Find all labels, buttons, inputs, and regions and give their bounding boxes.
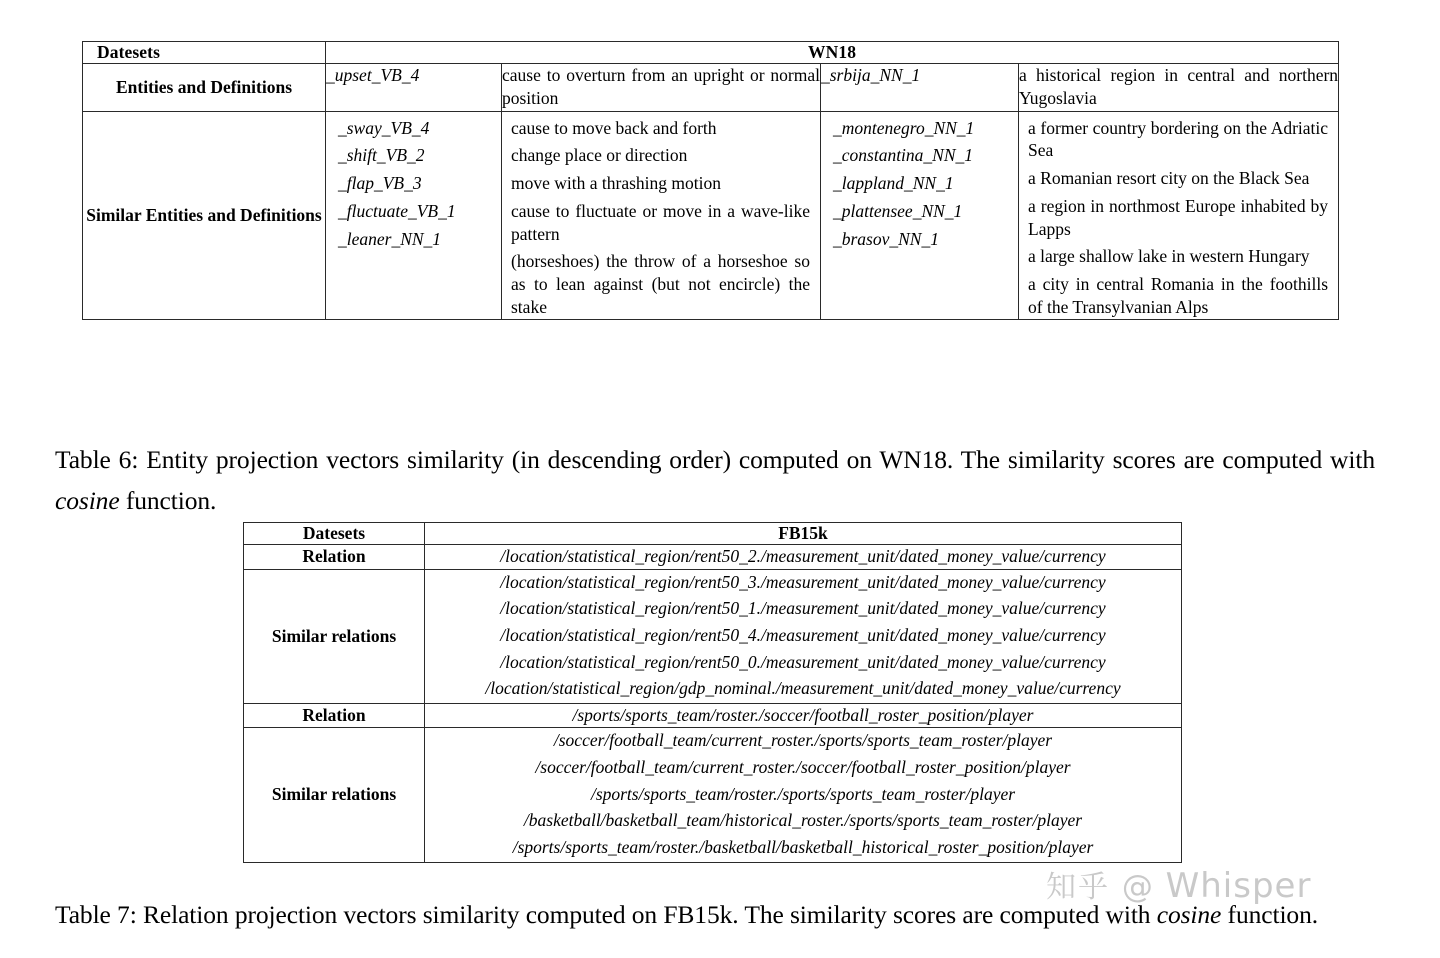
entity-definition: a large shallow lake in western Hungary <box>1028 246 1310 267</box>
entity-definition: cause to overturn from an upright or normal position <box>502 64 821 112</box>
entity-name: _sway_VB_4 <box>338 117 430 138</box>
entity-name: _shift_VB_2 <box>338 145 425 166</box>
entity-name: _fluctuate_VB_1 <box>338 200 456 221</box>
watermark-at-symbol: @ <box>1121 869 1154 905</box>
watermark-user-name: Whisper <box>1165 866 1312 906</box>
relation-value: /soccer/football_team/current_roster./soccer/football_roster_position/player <box>535 757 1071 777</box>
entity-name: _lappland_NN_1 <box>833 173 954 194</box>
entity-definition: a region in northmost Europe inhabited by Lapps <box>1028 195 1329 239</box>
column-header-datasets: Datesets <box>83 42 326 64</box>
entity-definition-list <box>502 111 821 319</box>
entity-definition: move with a thrashing motion <box>511 173 721 194</box>
entity-definition: cause to move back and forth <box>511 117 717 138</box>
similar-relation-list <box>425 728 1182 862</box>
entity-name: _upset_VB_4 <box>326 64 502 112</box>
column-header-datasets: Datesets <box>244 523 425 545</box>
table-row <box>244 569 1182 703</box>
caption-text-part-1: Table 6: Entity projection vectors similarity (in descending order) computed on WN18. The similarity scores are computed with <box>55 444 1375 474</box>
entity-name: _plattensee_NN_1 <box>833 200 963 221</box>
entity-definition: (horseshoes) the throw of a horseshoe so as to lean against (but not encircle) the stake <box>511 251 810 317</box>
row-label-entities-and-definitions: Entities and Definitions <box>83 64 326 112</box>
relation-value: /location/statistical_region/rent50_1./measurement_unit/dated_money_value/currency <box>500 598 1106 619</box>
relation-value: /sports/sports_team/roster./soccer/football_roster_position/player <box>425 703 1182 728</box>
relation-value: /location/statistical_region/rent50_3./measurement_unit/dated_money_value/currency <box>500 571 1106 592</box>
entity-name: _leaner_NN_1 <box>338 228 442 249</box>
relation-value: /sports/sports_team/roster./basketball/basketball_historical_roster_position/player <box>512 836 1094 857</box>
row-label-relation: Relation <box>244 703 425 728</box>
entity-definition: change place or direction <box>511 145 688 166</box>
entity-definition-list <box>1019 111 1339 319</box>
relation-value: /location/statistical_region/rent50_0./measurement_unit/dated_money_value/currency <box>500 651 1106 672</box>
entity-definition: cause to fluctuate or move in a wave-like pattern <box>511 200 810 244</box>
caption-italic-term: cosine <box>1156 899 1222 929</box>
watermark-site-name: 知乎 <box>1046 870 1110 905</box>
relation-value: /location/statistical_region/rent50_4./measurement_unit/dated_money_value/currency <box>500 624 1106 645</box>
entity-name: _brasov_NN_1 <box>833 228 939 249</box>
entity-definition: a former country bordering on the Adriatic Sea <box>1028 117 1329 161</box>
column-header-dataset-name: WN18 <box>326 42 1339 64</box>
table-wn18 <box>82 41 1339 320</box>
relation-value: /location/statistical_region/gdp_nominal./measurement_unit/dated_money_value/currency <box>485 678 1121 699</box>
table-row <box>83 111 1339 319</box>
row-label-similar-entities-and-definitions: Similar Entities and Definitions <box>83 111 326 319</box>
caption-text-part-2: function. <box>119 485 217 515</box>
entity-definition: a historical region in central and northern Yugoslavia <box>1019 64 1339 112</box>
entity-name: _constantina_NN_1 <box>833 145 974 166</box>
row-label-similar-relations: Similar relations <box>244 728 425 862</box>
table-row <box>244 545 1182 570</box>
relation-value: /basketball/basketball_team/historical_roster./sports/sports_team_roster/player <box>523 810 1083 831</box>
entity-name: _flap_VB_3 <box>338 173 422 194</box>
column-header-dataset-name: FB15k <box>425 523 1182 545</box>
entity-definition: a city in central Romania in the foothills of the Transylvanian Alps <box>1028 274 1329 317</box>
row-label-similar-relations: Similar relations <box>244 569 425 703</box>
caption-italic-term: cosine <box>55 485 120 515</box>
caption-text-part-2: function. <box>1221 899 1319 929</box>
entity-name-list <box>821 111 1019 319</box>
table-row-header <box>83 42 1339 64</box>
relation-value: /sports/sports_team/roster./sports/sports_team_roster/player <box>590 783 1016 804</box>
table-row <box>244 703 1182 728</box>
table-fb15k <box>243 522 1182 863</box>
caption-text-part-1: Table 7: Relation projection vectors similarity computed on FB15k. The similarity scores are computed with <box>55 899 1157 929</box>
entity-definition: a Romanian resort city on the Black Sea <box>1028 168 1310 189</box>
entity-name: _srbija_NN_1 <box>821 64 1019 112</box>
table-7-caption <box>55 894 1375 935</box>
entity-name: _montenegro_NN_1 <box>833 117 975 138</box>
table-row <box>244 728 1182 862</box>
table-row-header <box>244 523 1182 545</box>
similar-relation-list <box>425 569 1182 703</box>
relation-value: /soccer/football_team/current_roster./sports/sports_team_roster/player <box>553 730 1053 751</box>
table-row <box>83 64 1339 112</box>
entity-name-list <box>326 111 502 319</box>
row-label-relation: Relation <box>244 545 425 570</box>
table-6-caption <box>55 439 1375 522</box>
relation-value: /location/statistical_region/rent50_2./measurement_unit/dated_money_value/currency <box>425 545 1182 570</box>
